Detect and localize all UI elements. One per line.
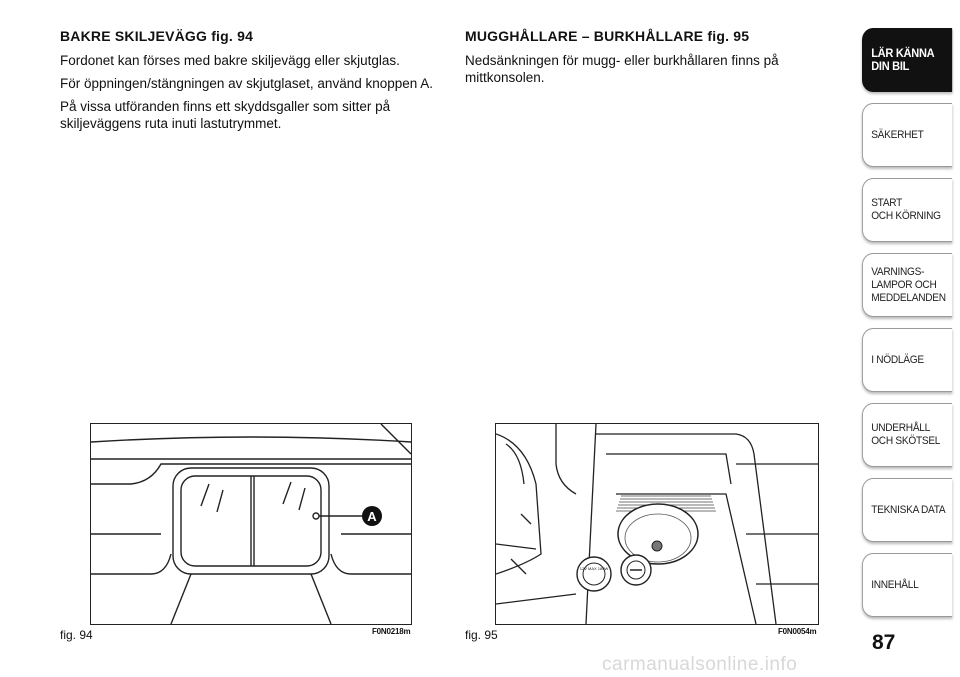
- figure-code: F0N0054m: [778, 627, 817, 636]
- section-cup-holder: [465, 28, 795, 92]
- tab-varningslampor[interactable]: VARNINGS- LAMPOR OCH MEDDELANDEN: [862, 253, 952, 317]
- tab-start-och-korning[interactable]: START OCH KÖRNING: [862, 178, 952, 242]
- tab-lar-kanna-din-bil[interactable]: LÄR KÄNNA DIN BIL: [862, 28, 952, 92]
- tab-underhall[interactable]: UNDERHÅLL OCH SKÖTSEL: [862, 403, 952, 467]
- figure-rear-partition-illustration: [90, 423, 412, 625]
- tab-tekniska-data[interactable]: TEKNISKA DATA: [862, 478, 952, 542]
- figure-cup-holder-illustration: [495, 423, 819, 625]
- tab-sakerhet[interactable]: SÄKERHET: [862, 103, 952, 167]
- figure-code: F0N0218m: [372, 627, 411, 636]
- paragraph: För öppningen/stängningen av skjutglaset, använd knoppen A.: [60, 76, 434, 91]
- section-heading: MUGGHÅLLARE – BURKHÅLLARE fig. 95: [465, 28, 750, 44]
- watermark: carmanualsonline.info: [602, 654, 798, 675]
- page-number: 87: [872, 631, 896, 654]
- chapter-tabs: [862, 28, 960, 628]
- section-heading: BAKRE SKILJEVÄGG fig. 94: [60, 28, 254, 44]
- socket-label: 12V MAX 180W: [579, 566, 609, 571]
- paragraph: Fordonet kan förses med bakre skiljevägg eller skjutglas.: [60, 53, 400, 68]
- tab-innehall[interactable]: INNEHÅLL: [862, 553, 952, 617]
- cup-holder-drawing: [496, 424, 818, 624]
- cup-holder: [618, 504, 698, 564]
- paragraph: Nedsänkningen för mugg- eller burkhållaren finns på mittkonsolen.: [465, 53, 779, 85]
- paragraph: På vissa utföranden finns ett skyddsgaller som sitter på skiljeväggens ruta inuti lastutrymmet.: [60, 99, 391, 131]
- section-rear-partition: [60, 28, 450, 138]
- figure-caption: fig. 95: [465, 628, 498, 642]
- figure-caption: fig. 94: [60, 628, 93, 642]
- callout-label: A: [367, 509, 377, 524]
- rear-partition-drawing: [91, 424, 411, 624]
- tab-i-nodlage[interactable]: I NÖDLÄGE: [862, 328, 952, 392]
